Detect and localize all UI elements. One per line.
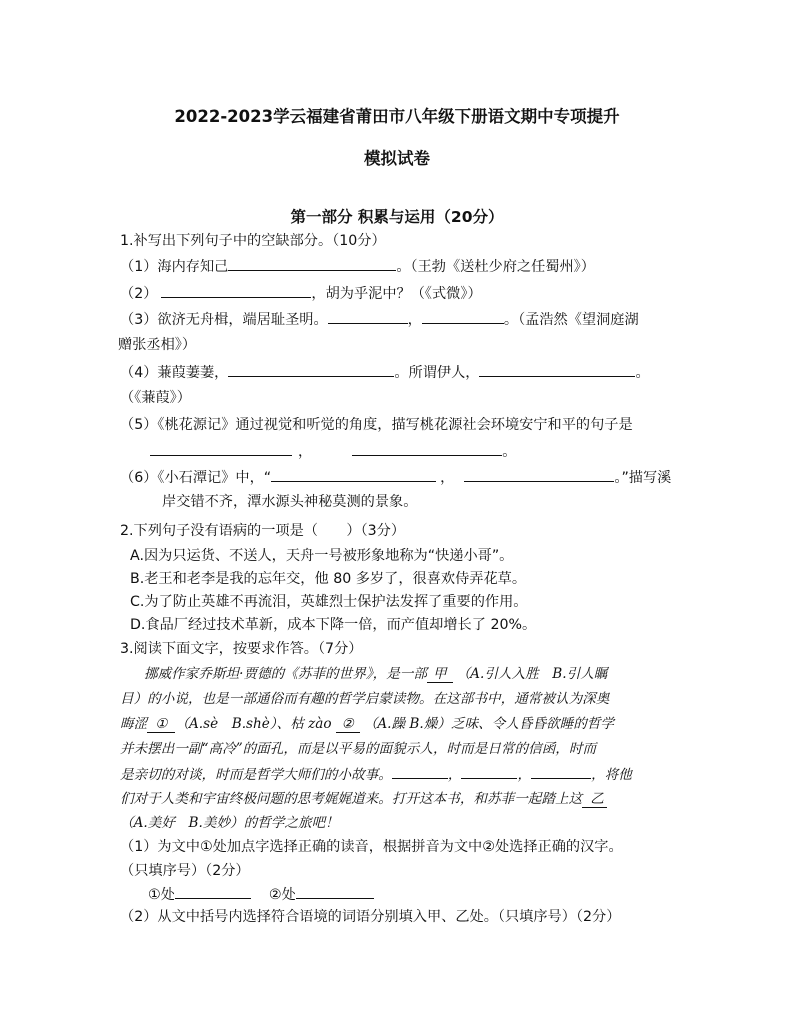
blank-2: ②	[336, 716, 360, 733]
q3-sub1-cont: （只填序号）（2分）	[120, 863, 250, 879]
q1-item1: （1）海内存知己 。（王勃《送杜少府之任蜀州》）	[120, 256, 595, 277]
q3-passage-line: 晦涩 ① （A.sè B.shè）、枯 zào ② （A.躁 B.燥）乏味、令人昏昏欲睡的哲学	[120, 716, 615, 732]
blank-jia: 甲	[427, 666, 453, 683]
q1-item6-cont: 岸交错不齐，潭水源头神秘莫测的景象。	[162, 494, 418, 510]
answer-blank[interactable]	[392, 764, 448, 779]
answer-blank[interactable]	[228, 362, 394, 377]
answer-blank[interactable]	[228, 256, 396, 271]
section-heading: 第一部分 积累与运用（20分）	[290, 208, 504, 226]
q3-passage-line: （A.美好 B.美妙）的哲学之旅吧！	[120, 815, 339, 831]
q1-item3-cont: 赠张丞相》）	[118, 337, 197, 353]
q1-item4-cont: （《蒹葭》）	[120, 390, 191, 406]
q2-option-d[interactable]: D.食品厂经过技术革新，成本下降一倍，而产值却增长了 20%。	[130, 617, 537, 633]
q1-item4: （4）蒹葭萋萋， 。所谓伊人， 。	[120, 362, 650, 383]
q2-option-b[interactable]: B.老王和老李是我的忘年交，他 80 多岁了，很喜欢侍弄花草。	[130, 571, 527, 587]
q3-passage-line: 挪威作家乔斯坦·贾德的《苏菲的世界》，是一部 甲 （A.引人入胜 B.引人瞩	[144, 666, 608, 682]
q3-passage-line: 目）的小说，也是一部通俗而有趣的哲学启蒙读物。在这部书中，通常被认为深奥	[120, 691, 610, 707]
q3-stem: 3.阅读下面文字，按要求作答。（7分）	[120, 641, 363, 657]
exam-title: 2022-2023学云福建省莆田市八年级下册语文期中专项提升	[174, 107, 620, 126]
q1-item6: （6）《小石潭记》中，“ ， 。”描写溪	[120, 467, 671, 488]
answer-blank[interactable]	[479, 362, 635, 377]
answer-blank[interactable]	[161, 283, 311, 298]
q1-item2: （2） ，胡为乎泥中？（《式微》）	[120, 283, 482, 304]
answer-blank[interactable]	[352, 441, 502, 456]
q2-option-c[interactable]: C.为了防止英雄不再流泪，英雄烈士保护法发挥了重要的作用。	[130, 594, 528, 610]
q1-item5: （5）《桃花源记》通过视觉和听觉的角度，描写桃花源社会环境安宁和平的句子是	[120, 417, 633, 433]
answer-blank[interactable]	[531, 764, 591, 779]
q3-sub1-answers: ①处 ②处	[148, 884, 374, 905]
q3-passage-line: 们对于人类和宇宙终极问题的思考娓娓道来。打开这本书，和苏菲一起踏上这 乙	[120, 789, 607, 809]
answer-blank[interactable]	[461, 764, 517, 779]
q1-item5-answer: ， 。	[150, 441, 516, 462]
answer-blank[interactable]	[271, 467, 436, 482]
q3-passage-line: 是亲切的对谈，时而是哲学大师们的小故事。 ， ， ，将他	[120, 764, 632, 785]
q3-sub1: （1）为文中①处加点字选择正确的读音，根据拼音为文中②处选择正确的汉字。	[120, 839, 623, 855]
blank-yi: 乙	[582, 791, 607, 808]
q1-item3: （3）欲济无舟楫，端居耻圣明。 ， 。（孟浩然《望洞庭湖	[120, 309, 639, 330]
exam-subtitle: 模拟试卷	[364, 149, 430, 168]
q3-passage-line: 并未摆出一副“高冷”的面孔，而是以平易的面貌示人，时而是日常的信函，时而	[120, 741, 597, 757]
q1-stem: 1.补写出下列句子中的空缺部分。（10分）	[120, 233, 386, 249]
answer-blank[interactable]	[175, 884, 251, 899]
q2-option-a[interactable]: A.因为只运货、不送人，天舟一号被形象地称为“快递小哥”。	[130, 548, 514, 564]
answer-blank[interactable]	[296, 884, 374, 899]
answer-blank[interactable]	[150, 441, 292, 456]
blank-1: ①	[147, 716, 175, 733]
answer-blank[interactable]	[464, 467, 614, 482]
q3-sub2: （2）从文中括号内选择符合语境的词语分别填入甲、乙处。（只填序号）（2分）	[120, 909, 621, 925]
q2-stem: 2.下列句子没有语病的一项是（ ）（3分）	[120, 523, 406, 539]
answer-blank[interactable]	[422, 309, 504, 324]
answer-blank[interactable]	[328, 309, 408, 324]
